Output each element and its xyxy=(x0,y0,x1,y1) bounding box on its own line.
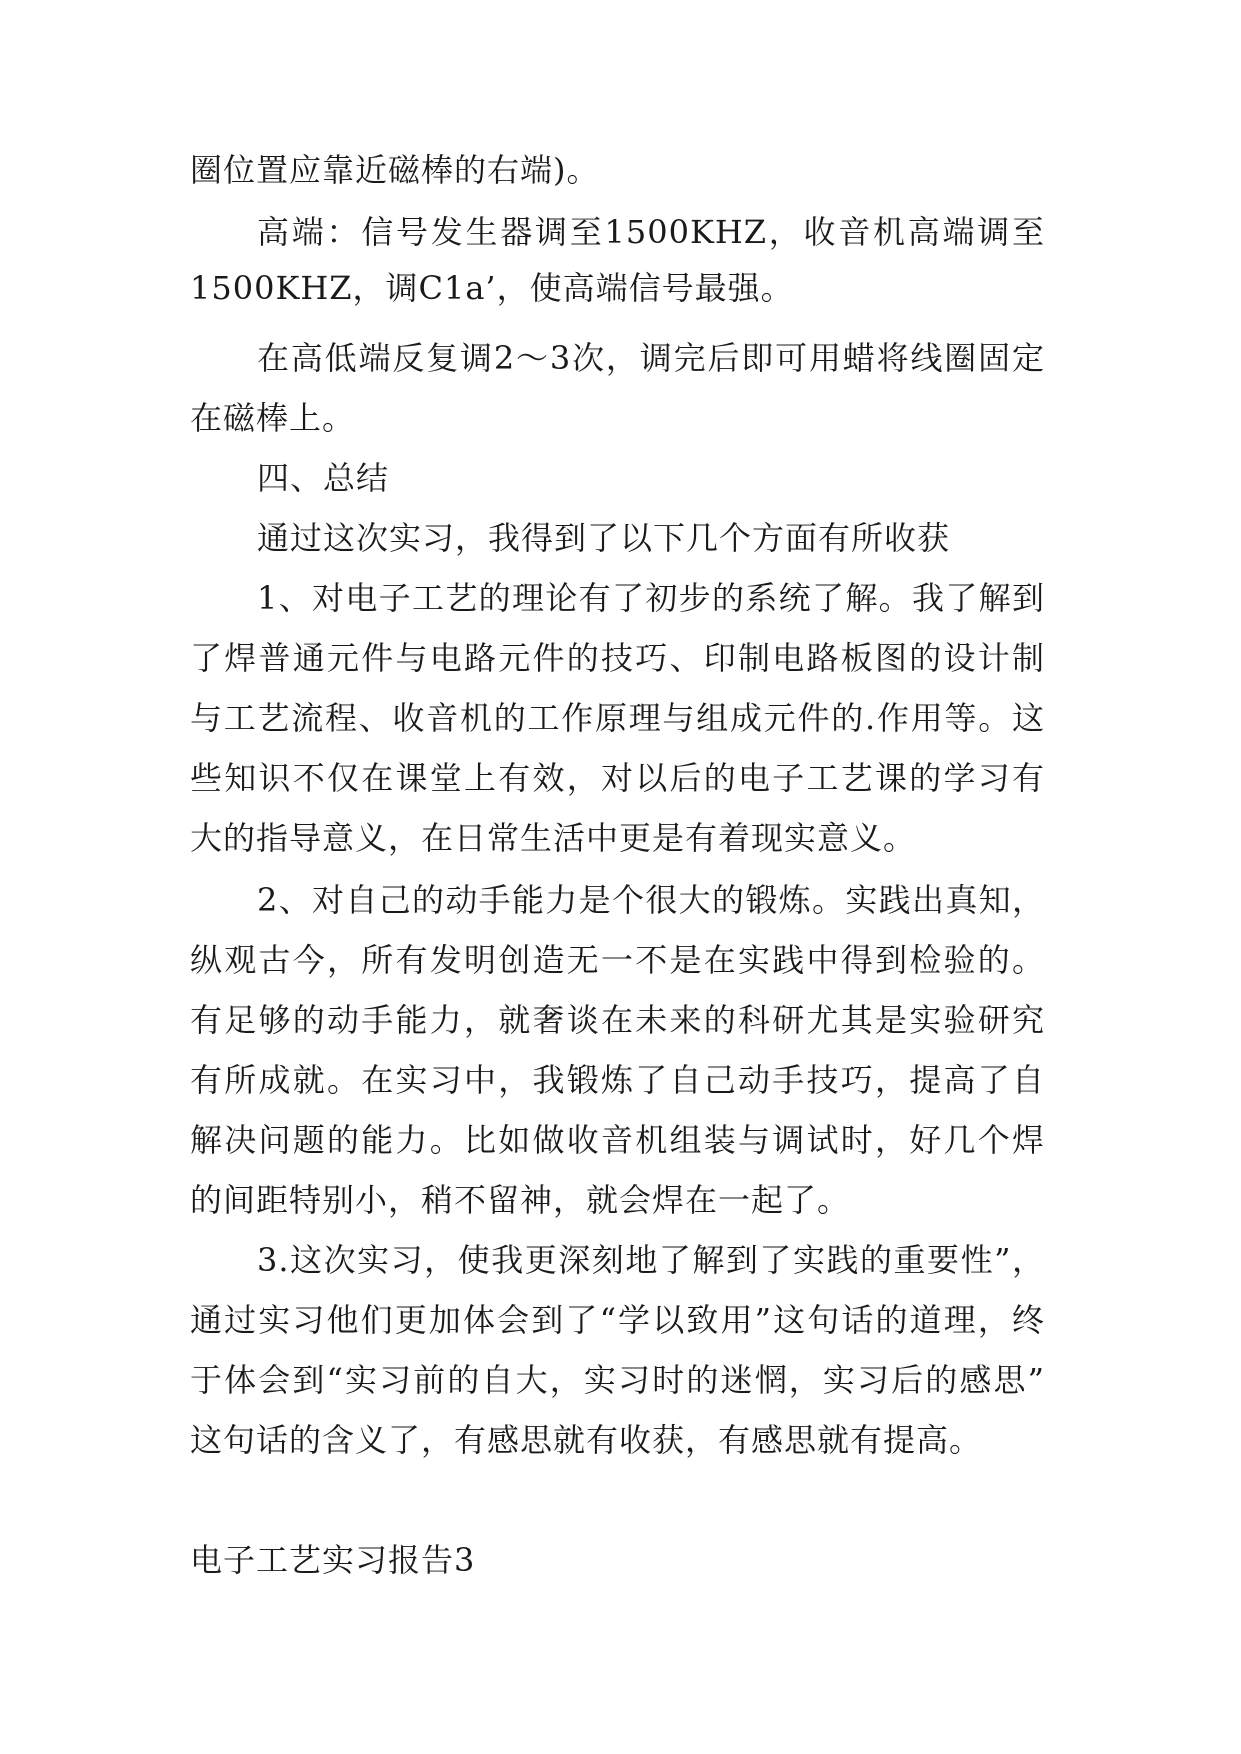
paragraph-line-22: 这句话的含义了，有感思就有收获，有感思就有提高。 xyxy=(190,1421,983,1459)
paragraph-line-5: 在磁棒上。 xyxy=(190,399,356,437)
section-subheading: 四、总结 xyxy=(257,459,390,497)
paragraph-line-8: 1、对电子工艺的理论有了初步的系统了解。我了解到 xyxy=(257,579,1045,617)
paragraph-line-11: 些知识不仅在课堂上有效，对以后的电子工艺课的学习有 xyxy=(190,759,1045,797)
section-heading: 电子工艺实习报告3 xyxy=(190,1541,476,1579)
paragraph-line-13: 2、对自己的动手能力是个很大的锻炼。实践出真知， xyxy=(257,881,1045,919)
paragraph-line-16: 有所成就。在实习中，我锻炼了自己动手技巧，提高了自 xyxy=(190,1061,1045,1099)
paragraph-line-19: 3.这次实习，使我更深刻地了解到了实践的重要性”， xyxy=(257,1241,1045,1279)
paragraph-line-18: 的间距特别小，稍不留神，就会焊在一起了。 xyxy=(190,1181,851,1219)
paragraph-line-7: 通过这次实习，我得到了以下几个方面有所收获 xyxy=(257,519,951,557)
paragraph-line-21: 于体会到“实习前的自大，实习时的迷惘，实习后的感思” xyxy=(190,1361,1045,1399)
paragraph-line-15: 有足够的动手能力，就奢谈在未来的科研尤其是实验研究 xyxy=(190,1001,1045,1039)
paragraph-line-20: 通过实习他们更加体会到了“学以致用”这句话的道理，终 xyxy=(190,1301,1045,1339)
paragraph-line-14: 纵观古今，所有发明创造无一不是在实践中得到检验的。 xyxy=(190,941,1045,979)
paragraph-line-17: 解决问题的能力。比如做收音机组装与调试时，好几个焊 xyxy=(190,1121,1045,1159)
paragraph-line-10: 与工艺流程、收音机的工作原理与组成元件的.作用等。这 xyxy=(190,699,1045,737)
paragraph-line-4: 在高低端反复调2～3次，调完后即可用蜡将线圈固定 xyxy=(257,339,1045,377)
paragraph-line-3: 1500KHZ，调C1a’，使高端信号最强。 xyxy=(190,269,794,307)
paragraph-line-1: 圈位置应靠近磁棒的右端)。 xyxy=(190,151,600,189)
paragraph-line-9: 了焊普通元件与电路元件的技巧、印制电路板图的设计制 xyxy=(190,639,1045,677)
paragraph-line-2: 高端：信号发生器调至1500KHZ，收音机高端调至 xyxy=(257,213,1045,251)
paragraph-line-12: 大的指导意义，在日常生活中更是有着现实意义。 xyxy=(190,819,917,857)
